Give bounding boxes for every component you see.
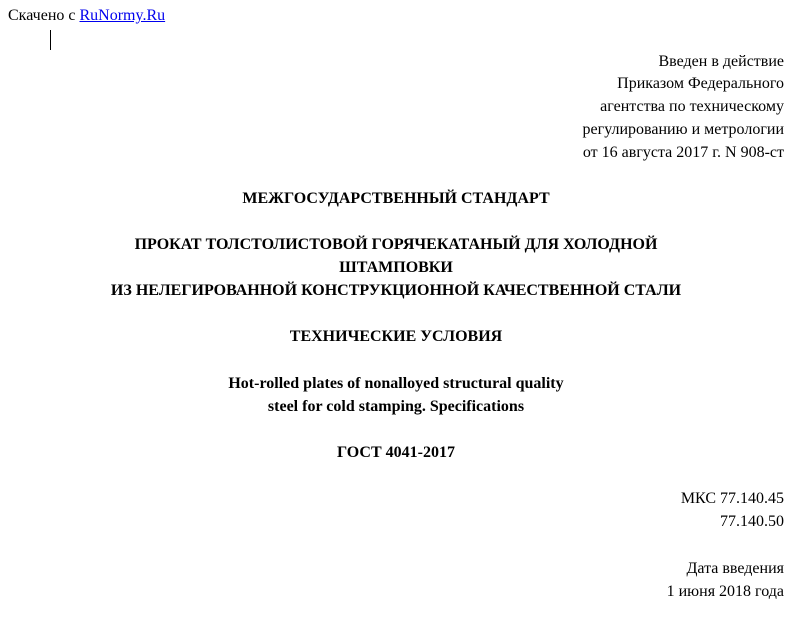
subtitle-heading: ТЕХНИЧЕСКИЕ УСЛОВИЯ <box>289 328 503 345</box>
enactment-line-3: агентства по техническому <box>600 98 784 115</box>
download-prefix: Скачено с <box>8 7 80 24</box>
text-cursor <box>50 30 51 50</box>
mks-line-2: 77.140.50 <box>720 513 784 530</box>
title-line-1: ПРОКАТ ТОЛСТОЛИСТОВОЙ ГОРЯЧЕКАТАНЫЙ ДЛЯ ХОЛОДНОЙ <box>134 236 658 253</box>
english-title-line-1: Hot-rolled plates of nonalloyed structural quality <box>228 375 564 392</box>
runormy-link[interactable]: RuNormy.Ru <box>79 7 166 24</box>
enactment-line-2: Приказом Федерального <box>617 75 784 92</box>
enactment-line-5: от 16 августа 2017 г. N 908-ст <box>582 144 784 161</box>
title-line-2: ШТАМПОВКИ <box>339 259 453 276</box>
mks-line-1: МКС 77.140.45 <box>680 490 784 507</box>
effective-date-value: 1 июня 2018 года <box>666 583 784 600</box>
title-line-3: ИЗ НЕЛЕГИРОВАННОЙ КОНСТРУКЦИОННОЙ КАЧЕСТВЕННОЙ СТАЛИ <box>110 282 682 299</box>
enactment-line-1: Введен в действие <box>658 53 784 70</box>
enactment-line-4: регулированию и метрологии <box>582 121 784 138</box>
english-title-line-2: steel for cold stamping. Specifications <box>267 398 525 415</box>
standard-type-heading: МЕЖГОСУДАРСТВЕННЫЙ СТАНДАРТ <box>242 190 550 207</box>
gost-number: ГОСТ 4041-2017 <box>337 444 455 461</box>
effective-date-label: Дата введения <box>686 560 784 577</box>
download-source-line <box>8 6 165 26</box>
